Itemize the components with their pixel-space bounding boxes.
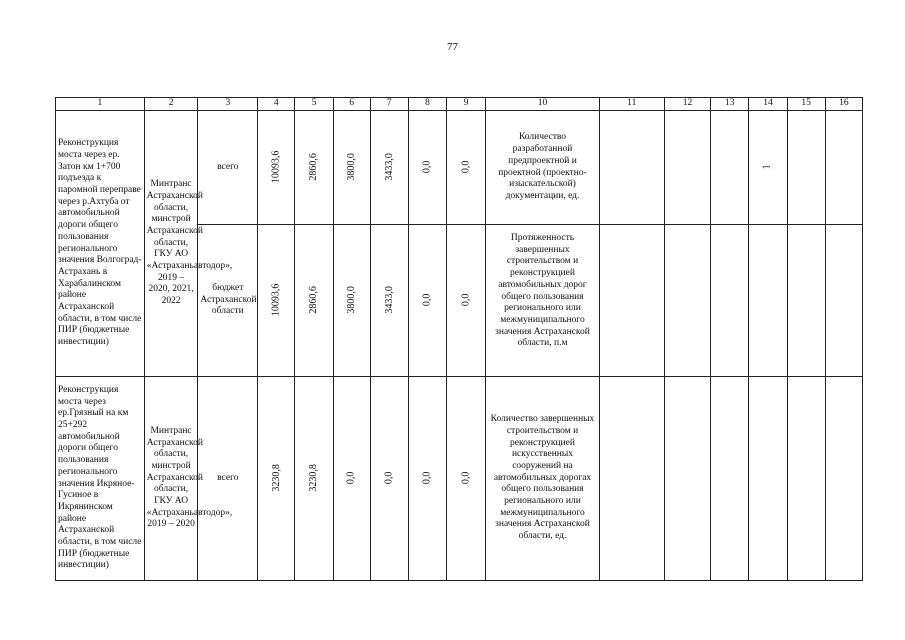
value-text: 3230,8 bbox=[308, 464, 320, 492]
value-cell bbox=[408, 225, 446, 377]
header-cell: 10 bbox=[486, 98, 600, 111]
value-cell bbox=[258, 111, 295, 225]
header-cell: 7 bbox=[370, 98, 408, 111]
value-cell bbox=[295, 225, 333, 377]
value-cell bbox=[447, 111, 486, 225]
empty-cell bbox=[711, 111, 749, 225]
value-cell bbox=[370, 225, 408, 377]
value-text: 0,0 bbox=[460, 160, 472, 174]
value-text: 0,0 bbox=[345, 471, 357, 485]
empty-cell bbox=[787, 225, 825, 377]
value-text: 3433,0 bbox=[383, 286, 395, 314]
value-cell bbox=[295, 377, 333, 581]
page-number: 77 bbox=[447, 41, 458, 53]
value-text: 10093,6 bbox=[270, 283, 282, 317]
empty-cell bbox=[599, 225, 664, 377]
empty-cell bbox=[787, 111, 825, 225]
header-cell: 5 bbox=[295, 98, 333, 111]
value-text: 0,0 bbox=[421, 293, 433, 307]
header-row bbox=[56, 98, 863, 111]
responsible-cell: Минтранс Астраханской области, минстрой Астраханской области, ГКУ АО «Астраханьавтодор», 2019 – 2020 bbox=[144, 377, 198, 581]
indicator-cell: Протяженность завершенных строительством и реконструкцией автомобильных дорог общего пользования регионального или межмуниципального значения Астраханской области, п.м bbox=[486, 225, 600, 377]
funding-source-cell: бюджет Астраханской области bbox=[198, 225, 258, 377]
header-cell: 2 bbox=[144, 98, 198, 111]
value-cell bbox=[295, 111, 333, 225]
value-text: 2860,6 bbox=[308, 153, 320, 181]
funding-source-cell: всего bbox=[198, 377, 258, 581]
value-cell bbox=[258, 377, 295, 581]
value-text: 0,0 bbox=[421, 471, 433, 485]
header-cell: 4 bbox=[258, 98, 295, 111]
empty-cell bbox=[825, 111, 862, 225]
value-text: 0,0 bbox=[460, 293, 472, 307]
value-cell bbox=[333, 111, 370, 225]
object-name-cell: Реконструкция моста через ер.Грязный на км 25+292 автомобильной дороги общего пользования регионального значения Икряное-Гусиное в Икрянинском районе Астраханской области, в том числе ПИР (бюджетные инвестиции) bbox=[56, 377, 145, 581]
program-table bbox=[55, 97, 863, 581]
header-cell: 13 bbox=[711, 98, 749, 111]
table-row bbox=[56, 111, 863, 225]
indicator-cell: Количество разработанной предпроектной и проектной (проектно-изыскательской) документации, ед. bbox=[486, 111, 600, 225]
empty-cell bbox=[599, 377, 664, 581]
header-cell: 14 bbox=[749, 98, 787, 111]
value-cell bbox=[370, 377, 408, 581]
header-cell: 11 bbox=[599, 98, 664, 111]
empty-cell bbox=[711, 377, 749, 581]
value-text: 3230,8 bbox=[270, 464, 282, 492]
value-cell bbox=[447, 225, 486, 377]
header-cell: 6 bbox=[333, 98, 370, 111]
responsible-cell: Минтранс Астраханской области, минстрой Астраханской области, ГКУ АО «Астраханьавтодор», 2019 – 2020, 2021, 2022 bbox=[144, 111, 198, 377]
value-text: 0,0 bbox=[421, 160, 433, 174]
header-cell: 8 bbox=[408, 98, 446, 111]
table-row bbox=[56, 377, 863, 581]
value-text: 10093,6 bbox=[270, 150, 282, 184]
empty-cell bbox=[664, 377, 710, 581]
value-text: 0,0 bbox=[383, 471, 395, 485]
header-cell: 3 bbox=[198, 98, 258, 111]
value-cell bbox=[333, 377, 370, 581]
value-cell bbox=[370, 111, 408, 225]
header-cell: 9 bbox=[447, 98, 486, 111]
value-cell bbox=[258, 225, 295, 377]
header-cell: 12 bbox=[664, 98, 710, 111]
empty-cell bbox=[599, 111, 664, 225]
col14-cell bbox=[749, 111, 787, 225]
empty-cell bbox=[787, 377, 825, 581]
value-cell bbox=[408, 377, 446, 581]
value-text: 2860,6 bbox=[308, 286, 320, 314]
object-name-cell: Реконструкция моста через ер. Затон км 1+700 подъезда к паромной переправе через р.Ахтуба от автомобильной дороги общего пользования регионального значения Волгоград-Астрахань в Харабалинском районе Астраханской области, в том числе ПИР (бюджетные инвестиции) bbox=[56, 111, 145, 377]
empty-cell bbox=[711, 225, 749, 377]
value-cell bbox=[333, 225, 370, 377]
empty-cell bbox=[825, 377, 862, 581]
empty-cell bbox=[664, 225, 710, 377]
header-cell: 1 bbox=[56, 98, 145, 111]
col14-value: 1 bbox=[762, 164, 774, 170]
empty-cell bbox=[749, 225, 787, 377]
value-text: 0,0 bbox=[460, 471, 472, 485]
value-text: 3433,0 bbox=[383, 153, 395, 181]
header-cell: 15 bbox=[787, 98, 825, 111]
empty-cell bbox=[664, 111, 710, 225]
value-text: 3800,0 bbox=[345, 153, 357, 181]
header-cell: 16 bbox=[825, 98, 862, 111]
empty-cell bbox=[825, 225, 862, 377]
indicator-cell: Количество завершенных строительством и реконструкцией искусственных сооружений на автомобильных дорогах общего пользования регионального или межмуниципального значения Астраханской области, ед. bbox=[486, 377, 600, 581]
value-cell bbox=[447, 377, 486, 581]
col14-cell bbox=[749, 377, 787, 581]
funding-source-cell: всего bbox=[198, 111, 258, 225]
value-text: 3800,0 bbox=[345, 286, 357, 314]
value-cell bbox=[408, 111, 446, 225]
